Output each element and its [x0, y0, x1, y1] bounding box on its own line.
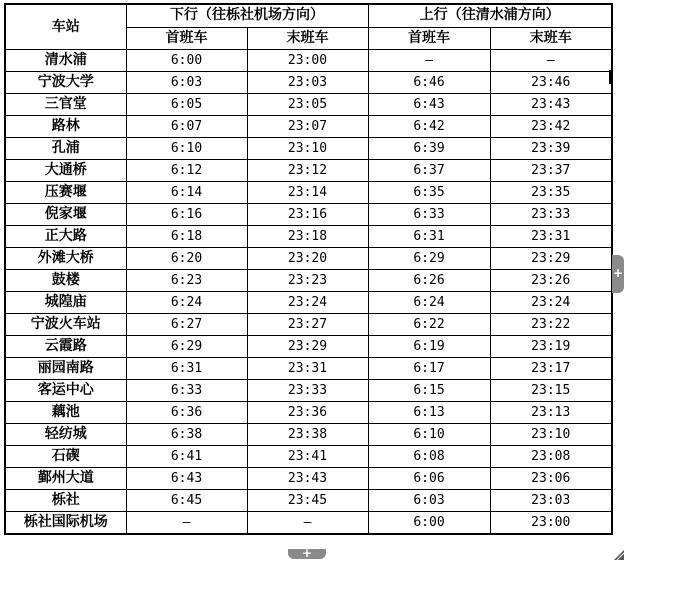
down-first-cell[interactable]: 6:36 [126, 402, 247, 424]
station-cell[interactable]: 宁波火车站 [5, 314, 126, 336]
header-down-first[interactable]: 首班车 [126, 27, 247, 50]
table-row [5, 182, 612, 204]
up-first-cell[interactable]: 6:29 [368, 248, 490, 270]
up-last-cell[interactable]: 23:31 [490, 226, 612, 248]
resize-grip-icon[interactable] [614, 550, 624, 560]
up-first-cell[interactable]: 6:43 [368, 94, 490, 116]
down-last-cell[interactable]: 23:38 [247, 424, 368, 446]
header-down-direction[interactable]: 下行（往栎社机场方向） [126, 4, 368, 27]
down-last-cell[interactable]: 23:00 [247, 50, 368, 72]
station-cell[interactable]: 藕池 [5, 402, 126, 424]
down-last-cell[interactable]: — [247, 512, 368, 535]
up-last-cell[interactable]: 23:08 [490, 446, 612, 468]
table-row [5, 402, 612, 424]
up-first-cell[interactable]: 6:15 [368, 380, 490, 402]
down-first-cell[interactable]: 6:41 [126, 446, 247, 468]
table-row [5, 314, 612, 336]
up-first-cell[interactable]: 6:19 [368, 336, 490, 358]
header-row-direction [5, 4, 612, 27]
down-first-cell[interactable]: 6:20 [126, 248, 247, 270]
up-first-cell[interactable]: 6:10 [368, 424, 490, 446]
down-last-cell[interactable]: 23:16 [247, 204, 368, 226]
down-first-cell[interactable]: 6:45 [126, 490, 247, 512]
table-row [5, 138, 612, 160]
up-last-cell[interactable]: 23:29 [490, 248, 612, 270]
up-last-cell[interactable]: 23:15 [490, 380, 612, 402]
table-row [5, 72, 612, 94]
down-last-cell[interactable]: 23:45 [247, 490, 368, 512]
header-down-last[interactable]: 末班车 [247, 27, 368, 50]
header-up-first[interactable]: 首班车 [368, 27, 490, 50]
up-first-cell[interactable]: 6:17 [368, 358, 490, 380]
up-first-cell[interactable]: 6:31 [368, 226, 490, 248]
down-first-cell[interactable]: 6:27 [126, 314, 247, 336]
up-first-cell[interactable]: 6:22 [368, 314, 490, 336]
table-row [5, 50, 612, 72]
up-last-cell[interactable]: 23:37 [490, 160, 612, 182]
up-first-cell[interactable]: 6:03 [368, 490, 490, 512]
up-last-cell[interactable]: 23:22 [490, 314, 612, 336]
up-last-cell[interactable]: 23:24 [490, 292, 612, 314]
down-last-cell[interactable]: 23:03 [247, 72, 368, 94]
up-last-cell[interactable]: 23:42 [490, 116, 612, 138]
station-cell[interactable]: 鼓楼 [5, 270, 126, 292]
table-row [5, 248, 612, 270]
table-row [5, 292, 612, 314]
header-station[interactable]: 车站 [5, 4, 126, 50]
add-row-handle[interactable] [288, 546, 326, 560]
down-last-cell[interactable]: 23:43 [247, 468, 368, 490]
down-last-cell[interactable]: 23:41 [247, 446, 368, 468]
down-last-cell[interactable]: 23:05 [247, 94, 368, 116]
table-row [5, 336, 612, 358]
station-cell[interactable]: 云霞路 [5, 336, 126, 358]
station-cell[interactable]: 正大路 [5, 226, 126, 248]
table-row [5, 204, 612, 226]
down-first-cell[interactable]: 6:03 [126, 72, 247, 94]
down-last-cell[interactable]: 23:12 [247, 160, 368, 182]
down-last-cell[interactable]: 23:31 [247, 358, 368, 380]
table-row [5, 380, 612, 402]
down-first-cell[interactable]: 6:16 [126, 204, 247, 226]
station-cell[interactable]: 三官堂 [5, 94, 126, 116]
up-first-cell[interactable]: 6:39 [368, 138, 490, 160]
up-first-cell[interactable]: 6:42 [368, 116, 490, 138]
table-row [5, 160, 612, 182]
table-row [5, 94, 612, 116]
timetable-table [4, 3, 613, 535]
up-first-cell[interactable]: 6:24 [368, 292, 490, 314]
table-row [5, 446, 612, 468]
timetable-body [5, 50, 612, 535]
up-last-cell[interactable]: 23:03 [490, 490, 612, 512]
down-last-cell[interactable]: 23:33 [247, 380, 368, 402]
down-last-cell[interactable]: 23:07 [247, 116, 368, 138]
station-cell[interactable]: 压赛堰 [5, 182, 126, 204]
table-row [5, 226, 612, 248]
station-cell[interactable]: 栎社 [5, 490, 126, 512]
down-last-cell[interactable]: 23:36 [247, 402, 368, 424]
plus-icon: + [612, 266, 624, 280]
down-first-cell[interactable]: 6:29 [126, 336, 247, 358]
down-first-cell[interactable]: 6:18 [126, 226, 247, 248]
station-cell[interactable]: 孔浦 [5, 138, 126, 160]
down-first-cell[interactable]: 6:31 [126, 358, 247, 380]
up-last-cell[interactable]: 23:06 [490, 468, 612, 490]
up-first-cell[interactable]: — [368, 50, 490, 72]
station-cell[interactable]: 大通桥 [5, 160, 126, 182]
up-first-cell[interactable]: 6:46 [368, 72, 490, 94]
up-first-cell[interactable]: 6:08 [368, 446, 490, 468]
header-up-last[interactable]: 末班车 [490, 27, 612, 50]
station-cell[interactable]: 丽园南路 [5, 358, 126, 380]
station-cell[interactable]: 宁波大学 [5, 72, 126, 94]
down-last-cell[interactable]: 23:24 [247, 292, 368, 314]
station-cell[interactable]: 客运中心 [5, 380, 126, 402]
header-up-direction[interactable]: 上行（往清水浦方向） [368, 4, 612, 27]
up-last-cell[interactable]: 23:43 [490, 94, 612, 116]
down-last-cell[interactable]: 23:23 [247, 270, 368, 292]
table-row [5, 424, 612, 446]
up-last-cell[interactable]: 23:35 [490, 182, 612, 204]
down-last-cell[interactable]: 23:29 [247, 336, 368, 358]
add-column-handle[interactable] [612, 255, 624, 293]
down-last-cell[interactable]: 23:20 [247, 248, 368, 270]
table-row [5, 358, 612, 380]
down-first-cell[interactable]: 6:00 [126, 50, 247, 72]
down-first-cell[interactable]: 6:23 [126, 270, 247, 292]
up-last-cell[interactable]: — [490, 50, 612, 72]
down-first-cell[interactable]: 6:05 [126, 94, 247, 116]
up-first-cell[interactable]: 6:26 [368, 270, 490, 292]
up-last-cell[interactable]: 23:00 [490, 512, 612, 535]
down-first-cell[interactable]: — [126, 512, 247, 535]
station-cell[interactable]: 栎社国际机场 [5, 512, 126, 535]
station-cell[interactable]: 倪家堰 [5, 204, 126, 226]
down-first-cell[interactable]: 6:24 [126, 292, 247, 314]
down-first-cell[interactable]: 6:33 [126, 380, 247, 402]
down-first-cell[interactable]: 6:38 [126, 424, 247, 446]
station-cell[interactable]: 轻纺城 [5, 424, 126, 446]
down-first-cell[interactable]: 6:14 [126, 182, 247, 204]
down-first-cell[interactable]: 6:10 [126, 138, 247, 160]
table-row [5, 468, 612, 490]
selection-marker [609, 70, 612, 84]
station-cell[interactable]: 外滩大桥 [5, 248, 126, 270]
up-first-cell[interactable]: 6:37 [368, 160, 490, 182]
up-last-cell[interactable]: 23:17 [490, 358, 612, 380]
down-first-cell[interactable]: 6:07 [126, 116, 247, 138]
table-row [5, 490, 612, 512]
up-last-cell[interactable]: 23:19 [490, 336, 612, 358]
up-last-cell[interactable]: 23:26 [490, 270, 612, 292]
up-first-cell[interactable]: 6:00 [368, 512, 490, 535]
down-last-cell[interactable]: 23:18 [247, 226, 368, 248]
up-last-cell[interactable]: 23:13 [490, 402, 612, 424]
station-cell[interactable]: 石碶 [5, 446, 126, 468]
up-last-cell[interactable]: 23:33 [490, 204, 612, 226]
plus-icon: + [301, 546, 313, 560]
down-last-cell[interactable]: 23:27 [247, 314, 368, 336]
table-row [5, 270, 612, 292]
down-last-cell[interactable]: 23:10 [247, 138, 368, 160]
station-cell[interactable]: 鄞州大道 [5, 468, 126, 490]
down-first-cell[interactable]: 6:12 [126, 160, 247, 182]
station-cell[interactable]: 城隍庙 [5, 292, 126, 314]
up-first-cell[interactable]: 6:33 [368, 204, 490, 226]
up-last-cell[interactable]: 23:10 [490, 424, 612, 446]
down-last-cell[interactable]: 23:14 [247, 182, 368, 204]
up-last-cell[interactable]: 23:39 [490, 138, 612, 160]
station-cell[interactable]: 路林 [5, 116, 126, 138]
table-row [5, 116, 612, 138]
up-last-cell[interactable]: 23:46 [490, 72, 612, 94]
up-first-cell[interactable]: 6:35 [368, 182, 490, 204]
table-row [5, 512, 612, 535]
up-first-cell[interactable]: 6:13 [368, 402, 490, 424]
timetable [4, 3, 611, 547]
station-cell[interactable]: 清水浦 [5, 50, 126, 72]
down-first-cell[interactable]: 6:43 [126, 468, 247, 490]
up-first-cell[interactable]: 6:06 [368, 468, 490, 490]
